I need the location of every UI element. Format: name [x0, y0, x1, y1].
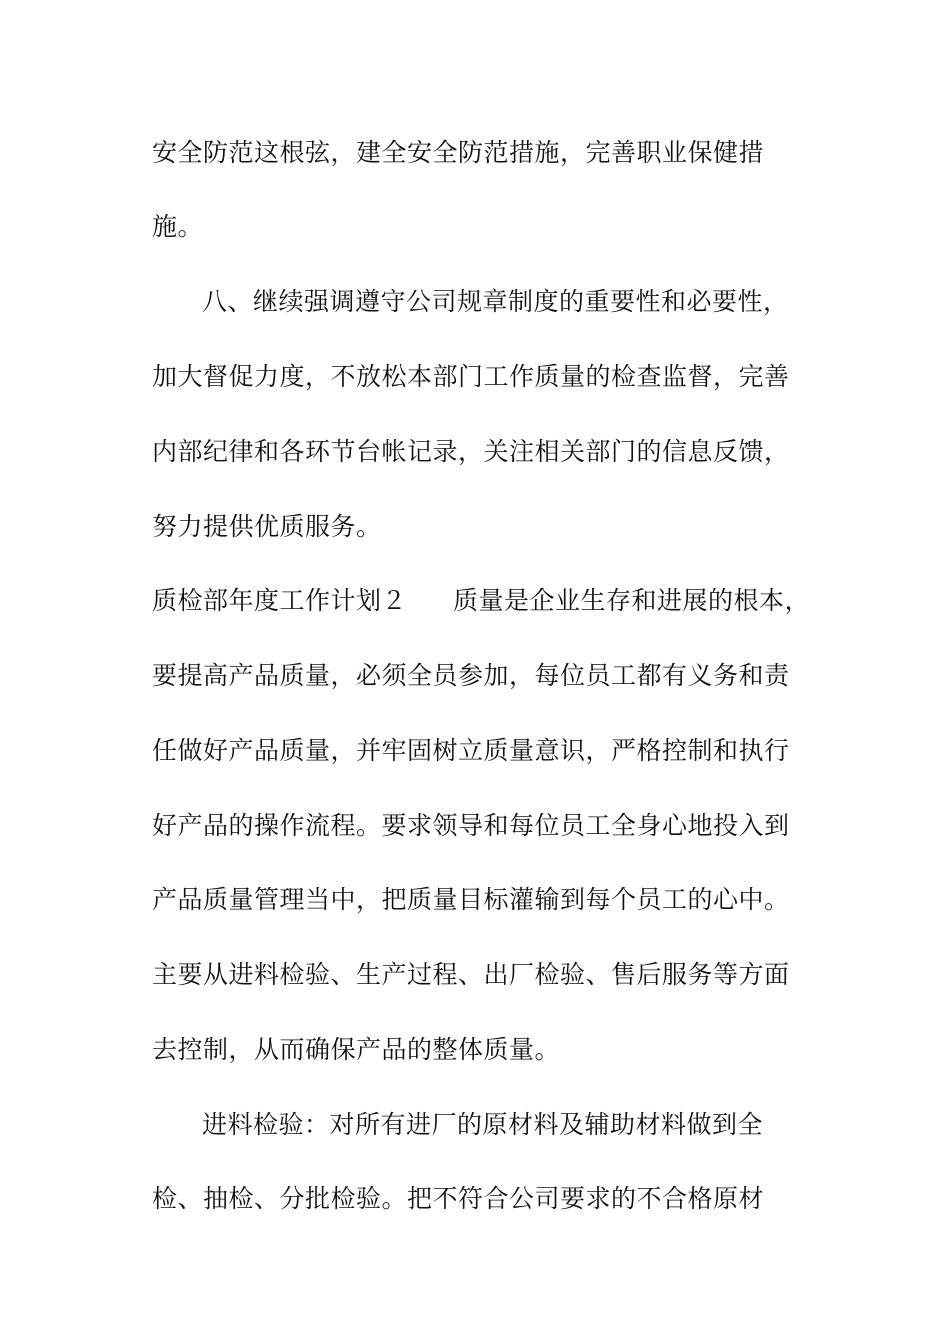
text-line-3: 八、继续强调遵守公司规章制度的重要性和必要性，	[202, 287, 789, 316]
text-line-10: 好产品的操作流程。要求领导和每位员工全身心地投入到	[152, 811, 790, 840]
heading-line	[152, 586, 810, 616]
text-line-5: 内部纪律和各环节台帐记录，关注相关部门的信息反馈，	[152, 437, 790, 466]
text-line-12: 主要从进料检验、生产过程、出厂检验、售后服务等方面	[152, 960, 790, 989]
text-line-1: 安全防范这根弦，建全安全防范措施，完善职业保健措	[152, 138, 765, 167]
text-line-14: 进料检验：对所有进厂的原材料及辅助材料做到全	[202, 1110, 764, 1139]
section-heading: 质检部年度工作计划２	[152, 586, 408, 615]
text-line-6: 努力提供优质服务。	[152, 512, 382, 541]
text-line-8: 要提高产品质量，必须全员参加，每位员工都有义务和责	[152, 661, 790, 690]
text-line-4: 加大督促力度，不放松本部门工作质量的检查监督，完善	[152, 362, 790, 391]
text-line-13: 去控制，从而确保产品的整体质量。	[152, 1035, 561, 1064]
text-line-11: 产品质量管理当中，把质量目标灌输到每个员工的心中。	[152, 885, 790, 914]
text-line-15: 检、抽检、分批检验。把不符合公司要求的不合格原材	[152, 1184, 765, 1213]
text-line-9: 任做好产品质量，并牢固树立质量意识，严格控制和执行	[152, 736, 790, 765]
text-line-2: 施。	[152, 212, 204, 241]
text-line-7: 质量是企业生存和进展的根本，	[453, 586, 811, 615]
